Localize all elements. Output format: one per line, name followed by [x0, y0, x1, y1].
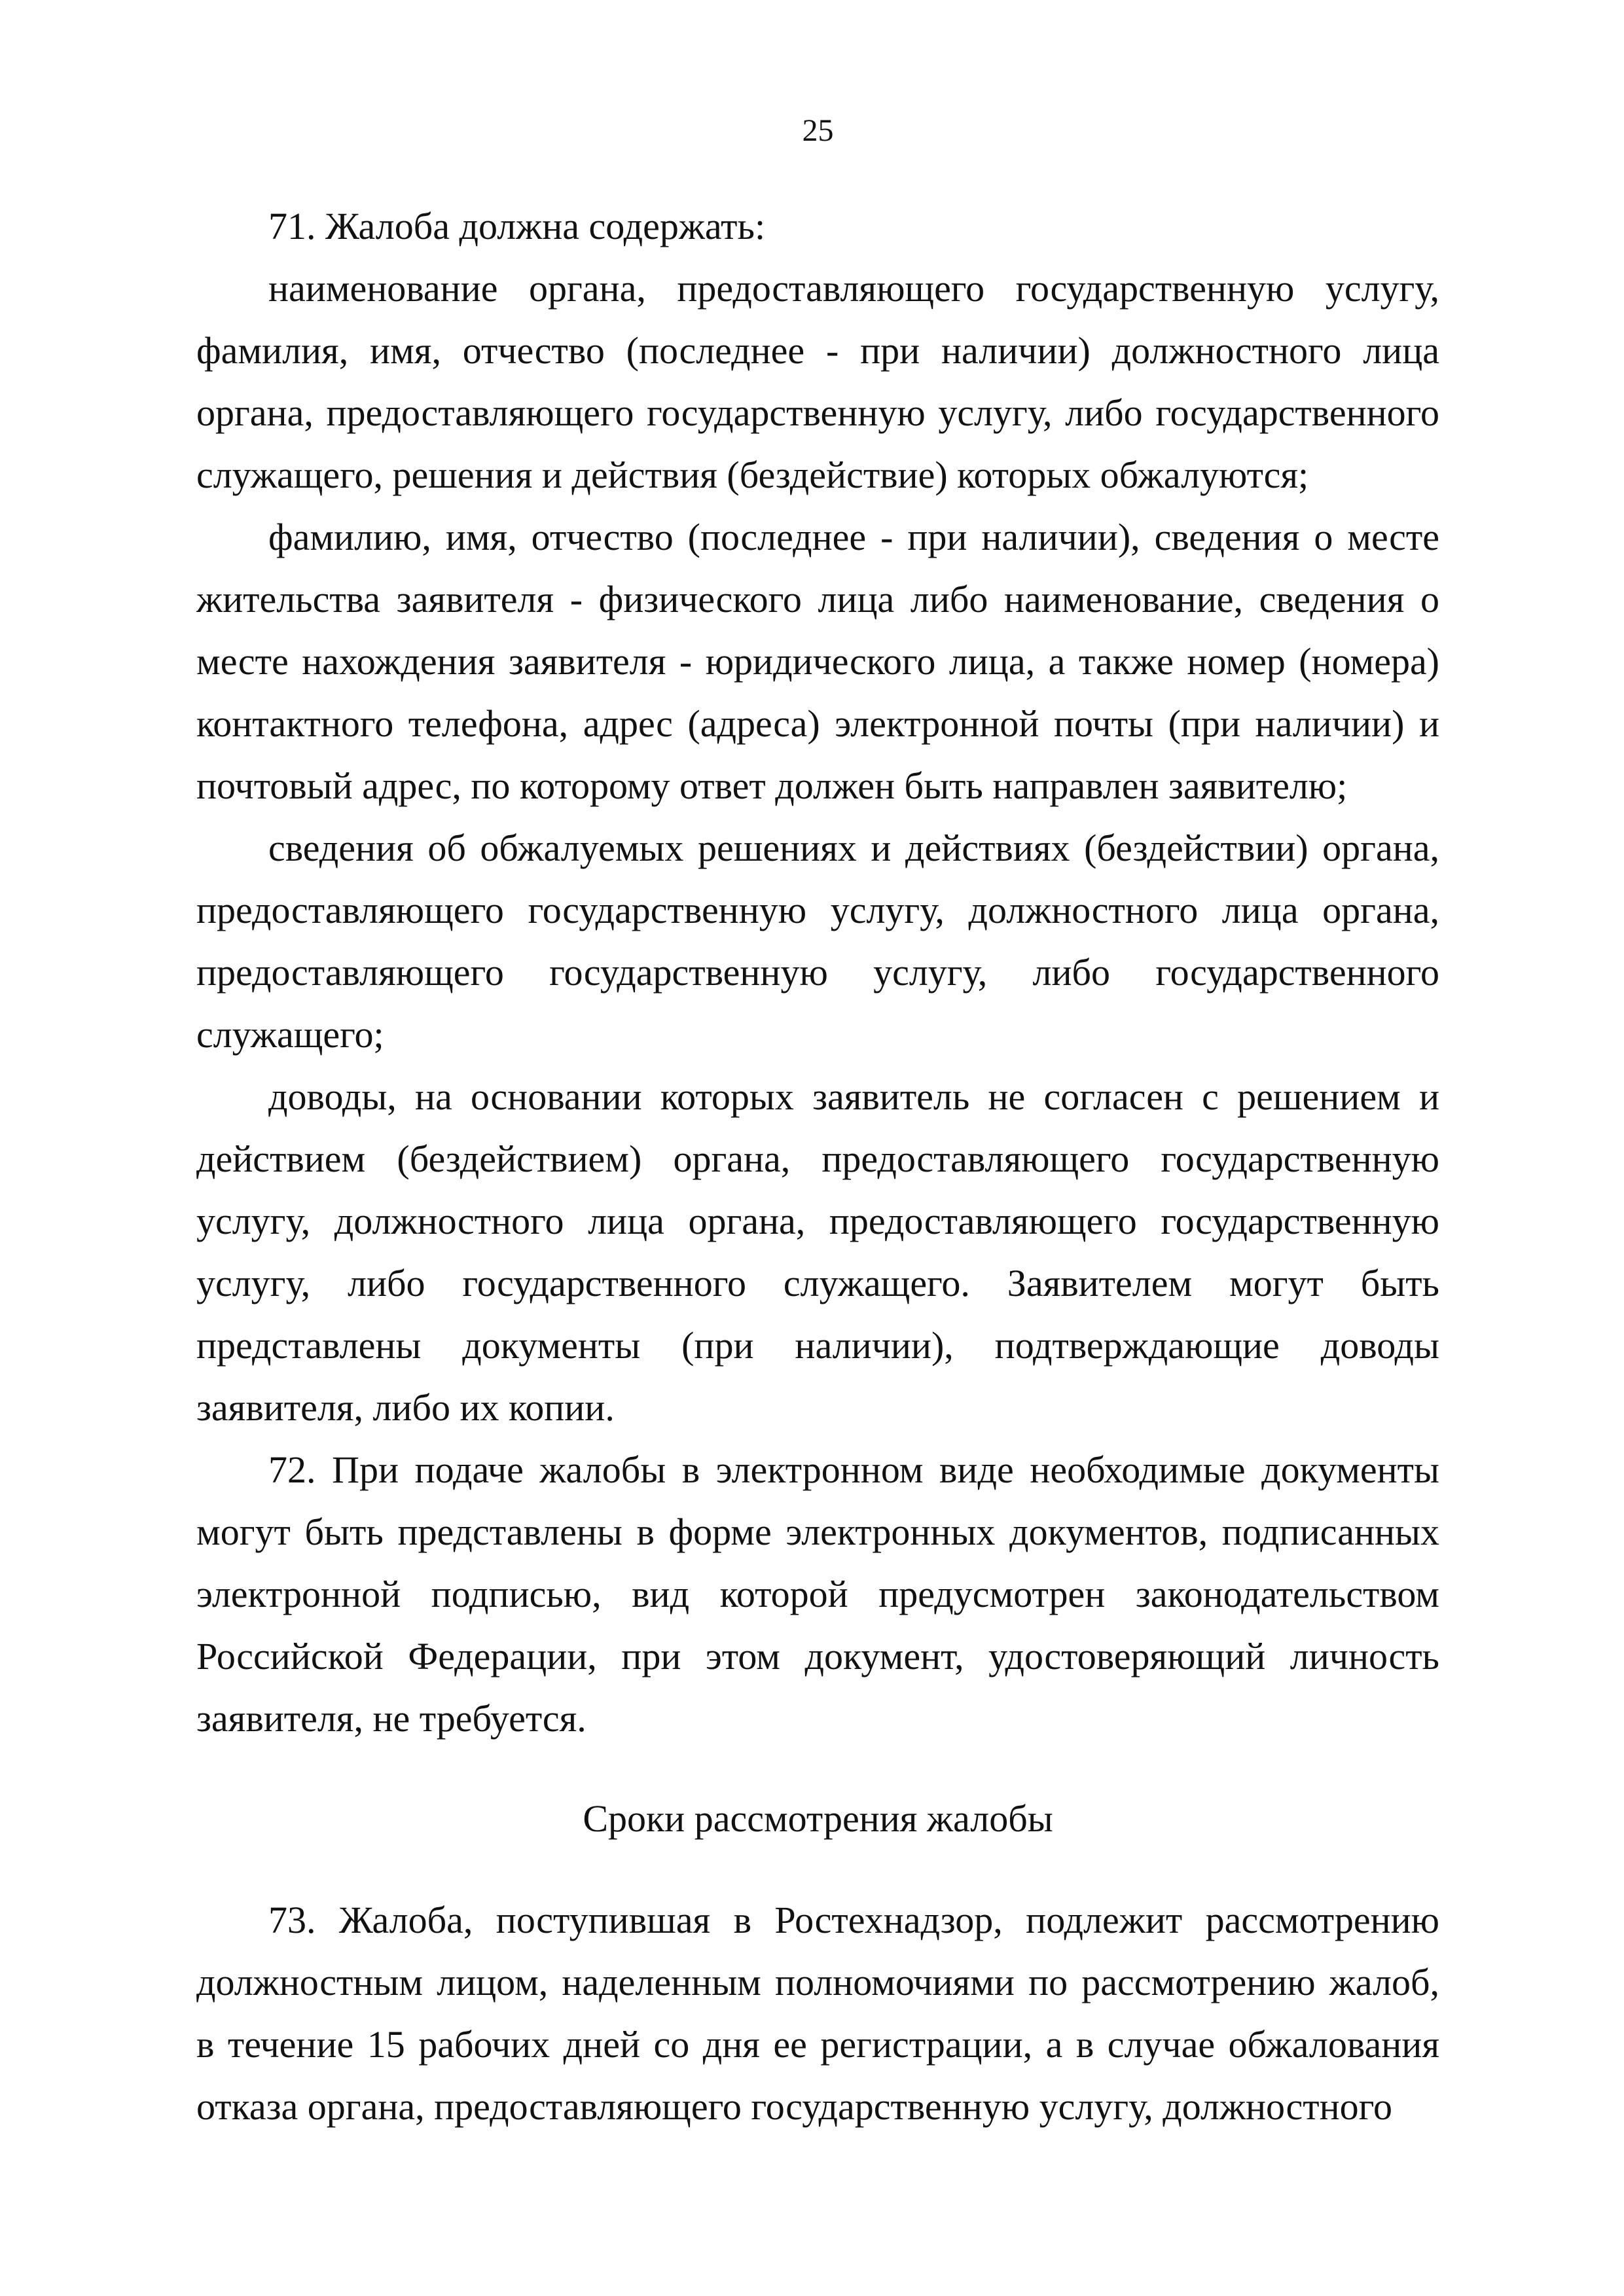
page-number: 25 — [802, 113, 834, 148]
paragraph-authority-name: наименование органа, предоставляющего государственную услугу, фамилия, имя, отчество (последнее - при наличии) должностного лица органа, предоставляющего государственную услугу, либо государственного служащего, решения и действия (бездействие) которых обжалуются; — [196, 267, 1439, 496]
paragraph-71-heading: 71. Жалоба должна содержать: — [268, 205, 766, 247]
section-heading: Сроки рассмотрения жалобы — [583, 1797, 1053, 1840]
paragraph-72-electronic-submission: 72. При подаче жалобы в электронном виде необходимые документы могут быть представлены в форме электронных документов, подписанных электронной подписью, вид которой предусмотрен законодательством Российской Федерации, при этом документ, удостоверяющий личность заявителя, не требуется. — [196, 1448, 1439, 1740]
paragraph-appealed-decisions: сведения об обжалуемых решениях и действиях (бездействии) органа, предоставляющего государственную услугу, должностного лица органа, предоставляющего государственную услугу, либо государственного служащего; — [196, 827, 1439, 1056]
paragraph-arguments: доводы, на основании которых заявитель не согласен с решением и действием (бездействием) органа, предоставляющего государственную услугу, должностного лица органа, предоставляющего государственную услугу, либо государственного служащего. Заявителем могут быть представлены документы (при наличии), подтверждающие доводы заявителя, либо их копии. — [196, 1075, 1439, 1429]
paragraph-73-review-period: 73. Жалоба, поступившая в Ростехнадзор, подлежит рассмотрению должностным лицом, наделенным полномочиями по рассмотрению жалоб, в течение 15 рабочих дней со дня ее регистрации, а в случае обжалования отказа органа, предоставляющего государственную услугу, должностного — [196, 1899, 1439, 2128]
paragraph-applicant-details: фамилию, имя, отчество (последнее - при наличии), сведения о месте жительства заявителя - физического лица либо наименование, сведения о месте нахождения заявителя - юридического лица, а также номер (номера) контактного телефона, адрес (адреса) электронной почты (при наличии) и почтовый адрес, по которому ответ должен быть направлен заявителю; — [196, 516, 1439, 807]
